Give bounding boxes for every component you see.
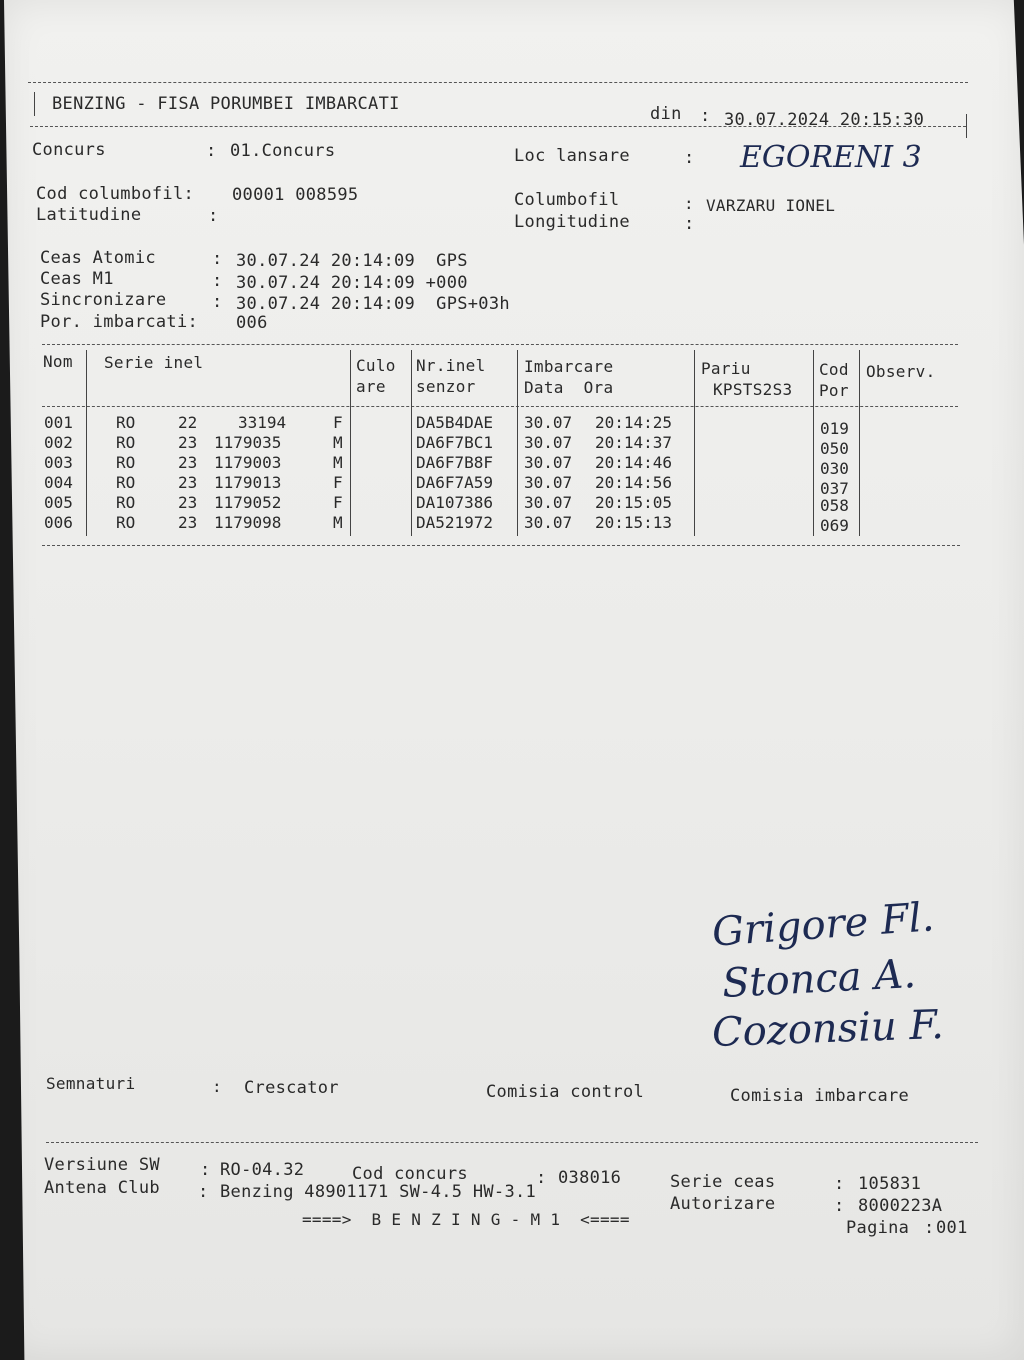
cell-sex: F — [333, 473, 343, 492]
cell-year: 23 — [178, 473, 198, 492]
table-row — [0, 433, 1024, 458]
columbofil-value: VARZARU IONEL — [706, 196, 836, 215]
table-row — [0, 493, 1024, 513]
semnaturi-label: Semnaturi — [46, 1074, 136, 1093]
semnaturi-colon: : — [212, 1077, 222, 1096]
cell-date: 30.07 — [524, 433, 573, 452]
cod-concurs-colon: : — [536, 1168, 547, 1188]
header-bottom-rule — [30, 126, 966, 127]
sincronizare-colon: : — [212, 292, 223, 312]
th-imbarcare: Imbarcare — [524, 357, 614, 376]
cell-ring: 1179035 — [214, 433, 282, 452]
sincronizare-value: 30.07.24 20:14:09 GPS+03h — [236, 294, 510, 314]
cell-time: 20:14:37 — [595, 433, 673, 452]
header-top-rule — [28, 82, 968, 83]
date-label: din — [650, 104, 682, 124]
cell-ring: 1179013 — [214, 473, 282, 492]
signature-3: Cozonsiu F. — [711, 1001, 945, 1057]
table-row — [0, 413, 1024, 438]
cell-sex: F — [333, 413, 343, 432]
th-por: Por — [819, 381, 849, 400]
th-nr-inel: Nr.inel — [416, 356, 486, 375]
versiune-sw-colon: : — [200, 1160, 211, 1180]
th-serie-inel: Serie inel — [104, 353, 204, 372]
loc-lansare-label: Loc lansare — [514, 146, 630, 166]
comisia-imbarcare-label: Comisia imbarcare — [730, 1086, 910, 1106]
cell-sex: M — [333, 513, 343, 532]
cell-time: 20:14:25 — [595, 413, 673, 432]
signature-2: Stonca A. — [720, 950, 917, 1008]
longitudine-label: Longitudine — [514, 212, 630, 232]
latitudine-colon: : — [208, 206, 219, 226]
pagina-value: 001 — [936, 1218, 968, 1238]
columbofil-label: Columbofil — [514, 190, 620, 210]
cell-sensor: DA521972 — [416, 513, 494, 532]
serie-ceas-value: 105831 — [858, 1174, 922, 1194]
cell-sensor: DA5B4DAE — [416, 413, 494, 432]
cod-columbofil-value: 00001 008595 — [232, 185, 359, 205]
cell-date: 30.07 — [524, 493, 573, 512]
benzing-banner: ====> B E N Z I N G - M 1 <==== — [302, 1210, 630, 1229]
cell-country: RO — [116, 453, 136, 472]
cell-nom: 003 — [44, 453, 73, 472]
autorizare-label: Autorizare — [670, 1194, 776, 1214]
longitudine-colon: : — [684, 214, 695, 234]
cell-year: 22 — [178, 413, 198, 432]
cell-country: RO — [116, 433, 136, 452]
cell-ring: 1179052 — [214, 493, 282, 512]
por-imbarcati-value: 006 — [236, 313, 268, 333]
footer-rule — [46, 1142, 978, 1143]
cell-year: 23 — [178, 493, 198, 512]
cell-cod: 037 — [820, 479, 849, 498]
cell-date: 30.07 — [524, 413, 573, 432]
table-bottom-rule — [42, 545, 960, 546]
cell-sensor: DA6F7B8F — [416, 453, 494, 472]
cell-date: 30.07 — [524, 453, 573, 472]
cell-nom: 002 — [44, 433, 73, 452]
ceas-atomic-colon: : — [212, 249, 223, 269]
autorizare-colon: : — [834, 1196, 845, 1216]
cell-ring: 1179003 — [214, 453, 282, 472]
por-imbarcati-label: Por. imbarcati: — [40, 312, 199, 332]
print-date: 30.07.2024 20:15:30 — [724, 110, 925, 130]
crescator-label: Crescator — [244, 1078, 339, 1098]
cell-cod: 050 — [820, 439, 849, 458]
pagina-colon: : — [924, 1218, 935, 1238]
ceas-m1-label: Ceas M1 — [40, 269, 114, 289]
document-title: BENZING - FISA PORUMBEI IMBARCATI — [52, 94, 400, 114]
cell-cod: 030 — [820, 459, 849, 478]
cell-cod: 069 — [820, 516, 849, 535]
cod-concurs-value: 038016 — [558, 1168, 622, 1188]
cell-sensor: DA6F7A59 — [416, 473, 494, 492]
date-colon: : — [700, 106, 711, 126]
th-kpsts2s3: KPSTS2S3 — [713, 380, 793, 399]
cell-ring: 33194 — [238, 413, 287, 432]
cell-sex: F — [333, 493, 343, 512]
serie-ceas-label: Serie ceas — [670, 1172, 776, 1192]
cod-concurs-label: Cod concurs — [352, 1164, 468, 1184]
cell-time: 20:14:46 — [595, 453, 673, 472]
cell-nom: 004 — [44, 473, 73, 492]
cell-time: 20:14:56 — [595, 473, 673, 492]
versiune-sw-value: RO-04.32 — [220, 1160, 305, 1180]
cell-time: 20:15:05 — [595, 493, 673, 512]
serie-ceas-colon: : — [834, 1174, 845, 1194]
cell-country: RO — [116, 473, 136, 492]
loc-lansare-handwritten: EGORENI 3 — [740, 140, 922, 175]
table-row — [0, 473, 1024, 498]
header-right-border — [966, 114, 967, 138]
header-left-border — [34, 92, 35, 116]
cell-country: RO — [116, 493, 136, 512]
ceas-m1-value: 30.07.24 20:14:09 +000 — [236, 273, 468, 293]
th-senzor: senzor — [416, 377, 476, 396]
ceas-atomic-value: 30.07.24 20:14:09 GPS — [236, 251, 468, 271]
cell-cod: 019 — [820, 419, 849, 438]
th-nom: Nom — [43, 352, 73, 371]
cell-sensor: DA6F7BC1 — [416, 433, 494, 452]
comisia-control-label: Comisia control — [486, 1082, 645, 1102]
th-culoare-2: are — [356, 377, 386, 396]
cell-nom: 005 — [44, 493, 73, 512]
cell-sex: M — [333, 433, 343, 452]
cell-year: 23 — [178, 433, 198, 452]
signature-1: Grigore Fl. — [710, 894, 936, 956]
concurs-colon: : — [206, 141, 217, 161]
cell-sex: M — [333, 453, 343, 472]
table-header-rule — [42, 406, 958, 407]
pagina-label: Pagina — [846, 1218, 910, 1238]
concurs-value: 01.Concurs — [230, 141, 336, 161]
loc-lansare-colon: : — [684, 148, 695, 168]
antena-club-colon: : — [198, 1182, 209, 1202]
cell-country: RO — [116, 413, 136, 432]
table-top-rule — [42, 344, 958, 345]
th-data-ora: Data Ora — [524, 378, 614, 397]
cell-time: 20:15:13 — [595, 513, 673, 532]
autorizare-value: 8000223A — [858, 1196, 943, 1216]
sincronizare-label: Sincronizare — [40, 290, 167, 310]
cell-country: RO — [116, 513, 136, 532]
columbofil-colon: : — [684, 194, 694, 213]
cell-cod: 058 — [820, 496, 849, 515]
antena-club-label: Antena Club — [44, 1178, 160, 1198]
table-row — [0, 513, 1024, 533]
th-pariu: Pariu — [701, 359, 751, 378]
cell-sensor: DA107386 — [416, 493, 494, 512]
ceas-atomic-label: Ceas Atomic — [40, 248, 156, 268]
antena-club-value: Benzing 48901171 SW-4.5 HW-3.1 — [220, 1182, 537, 1202]
ceas-m1-colon: : — [212, 271, 223, 291]
cell-date: 30.07 — [524, 513, 573, 532]
cod-columbofil-label: Cod columbofil: — [36, 184, 195, 204]
cell-year: 23 — [178, 453, 198, 472]
th-observ: Observ. — [866, 362, 936, 381]
cell-nom: 006 — [44, 513, 73, 532]
versiune-sw-label: Versiune SW — [44, 1155, 160, 1175]
cell-ring: 1179098 — [214, 513, 282, 532]
th-culoare-1: Culo — [356, 356, 396, 375]
cell-date: 30.07 — [524, 473, 573, 492]
latitudine-label: Latitudine — [36, 205, 142, 225]
th-cod: Cod — [819, 360, 849, 379]
cell-year: 23 — [178, 513, 198, 532]
concurs-label: Concurs — [32, 140, 106, 160]
cell-nom: 001 — [44, 413, 73, 432]
table-row — [0, 453, 1024, 478]
